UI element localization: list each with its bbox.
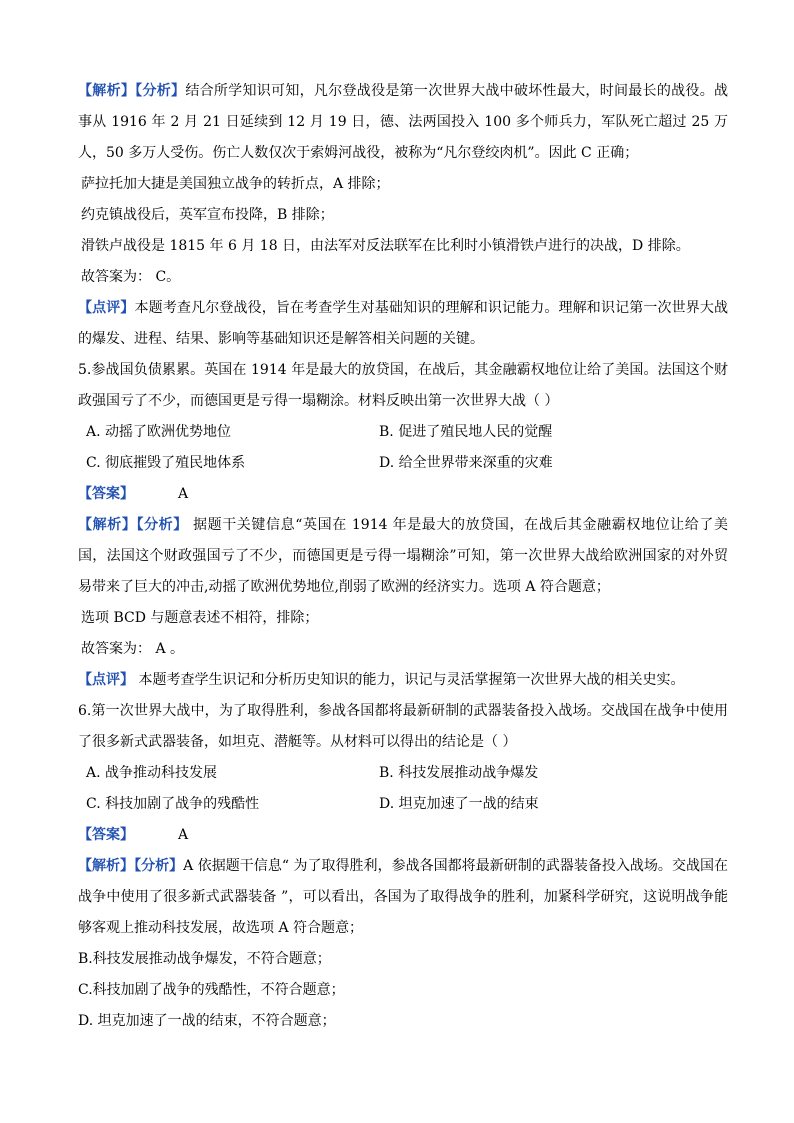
- q4-analysis: [78, 76, 728, 169]
- answer-value: A: [178, 486, 189, 502]
- q5-line-1: 选项 BCD 与题意表述不相符，排除；: [81, 610, 319, 626]
- analysis-tag: 【解析】: [78, 517, 137, 533]
- answer-value: A: [178, 827, 189, 843]
- q5-comment: [78, 665, 728, 696]
- analysis-text: 据题干关键信息“英国在 1914 年是最大的放贷国，在战后其金融霸权地位让给了美国，法国这个财政强国亏了不少，而德国更是亏得一塌糊涂”可知，第一次世界大战给欧洲国家的对外贸易带来了巨大的冲击,动摇了欧洲优势地位,削弱了欧洲的经济实力。选项 A 符合题意；: [78, 517, 729, 595]
- q4-line-2: 约克镇战役后，英军宣布投降，B 排除；: [81, 207, 334, 223]
- q6-option-d: D. 坦克加速了一战的结束: [379, 796, 539, 812]
- q5-options: [78, 417, 728, 479]
- q5-option-d: D. 给全世界带来深重的灾难: [379, 455, 553, 471]
- q6-analysis: [78, 851, 728, 944]
- q4-line-3: 滑铁卢战役是 1815 年 6 月 18 日，由法军对反法联军在比利时小镇滑铁卢进行的决战，D 排除。: [81, 238, 690, 254]
- analysis-sub-tag: 【分析】: [134, 858, 184, 874]
- q6-line-3: D. 坦克加速了一战的结束，不符合题意；: [78, 1013, 336, 1029]
- q5-option-b: B. 促进了殖民地人民的觉醒: [379, 424, 553, 440]
- q5-answer-line: 故答案为： A 。: [81, 641, 185, 657]
- analysis-sub-tag: 【分析】: [136, 517, 188, 533]
- q6-answer: [78, 820, 728, 851]
- q6-options: [78, 758, 728, 820]
- comment-text: 本题考查学生识记和分析历史知识的能力，识记与灵活掌握第一次世界大战的相关史实。: [134, 672, 685, 688]
- document-page: [78, 76, 728, 1037]
- q6-line-1: B.科技发展推动战争爆发，不符合题意；: [78, 951, 331, 967]
- comment-text: 本题考查凡尔登战役，旨在考查学生对基础知识的理解和识记能力。理解和识记第一次世界大战的爆发、进程、结果、影响等基础知识还是解答相关问题的关键。: [78, 300, 729, 347]
- q6-option-c: C. 科技加剧了战争的残酷性: [86, 796, 260, 812]
- analysis-tag: 【解析】: [78, 858, 135, 874]
- analysis-tag: 【解析】: [78, 83, 136, 99]
- answer-tag: 【答案】: [78, 486, 134, 502]
- q5-answer: [78, 479, 728, 510]
- q6-option-a: A. 战争推动科技发展: [86, 765, 218, 781]
- q4-comment: [78, 293, 728, 355]
- analysis-sub-tag: 【分析】: [135, 83, 186, 99]
- q6-question: 6.第一次世界大战中，为了取得胜利，参战各国都将最新研制的武器装备投入战场。交战国在战争中使用了很多新式武器装备，如坦克、潜艇等。从材料可以得出的结论是（ ）: [78, 703, 728, 750]
- analysis-text: A 依据题干信息“ 为了取得胜利，参战各国都将最新研制的武器装备投入战场。交战国在战争中使用了很多新式武器装备 ”，可以看出，各国为了取得战争的胜利，加紧科学研究，这说明战争能够客观上推动科技发展，故选项 A 符合题意；: [78, 858, 729, 936]
- q5-option-c: C. 彻底摧毁了殖民地体系: [86, 455, 246, 471]
- comment-tag: 【点评】: [78, 300, 135, 316]
- q6-option-b: B. 科技发展推动战争爆发: [379, 765, 539, 781]
- q6-line-2: C.科技加剧了战争的残酷性，不符合题意；: [78, 982, 345, 998]
- comment-tag: 【点评】: [78, 672, 134, 688]
- q5-option-a: A. 动摇了欧洲优势地位: [86, 424, 232, 440]
- answer-tag: 【答案】: [78, 827, 134, 843]
- analysis-text: 结合所学知识可知，凡尔登战役是第一次世界大战中破坏性最大，时间最长的战役。战事从 1916 年 2 月 21 日延续到 12 月 19 日，德、法两国投入 100 多个师兵力，军队死亡超过 25 万人，50 多万人受伤。伤亡人数仅次于索姆河战役，被称为“凡尔登绞肉机”。因此 C 正确；: [78, 83, 728, 161]
- q4-line-1: 萨拉托加大捷是美国独立战争的转折点，A 排除；: [81, 176, 390, 192]
- q5-analysis: [78, 510, 728, 603]
- q4-answer-line: 故答案为： C。: [81, 269, 181, 285]
- q5-question: 5.参战国负债累累。英国在 1914 年是最大的放贷国，在战后，其金融霸权地位让给了美国。法国这个财政强国亏了不少，而德国更是亏得一塌糊涂。材料反映出第一次世界大战（ ）: [78, 362, 728, 409]
